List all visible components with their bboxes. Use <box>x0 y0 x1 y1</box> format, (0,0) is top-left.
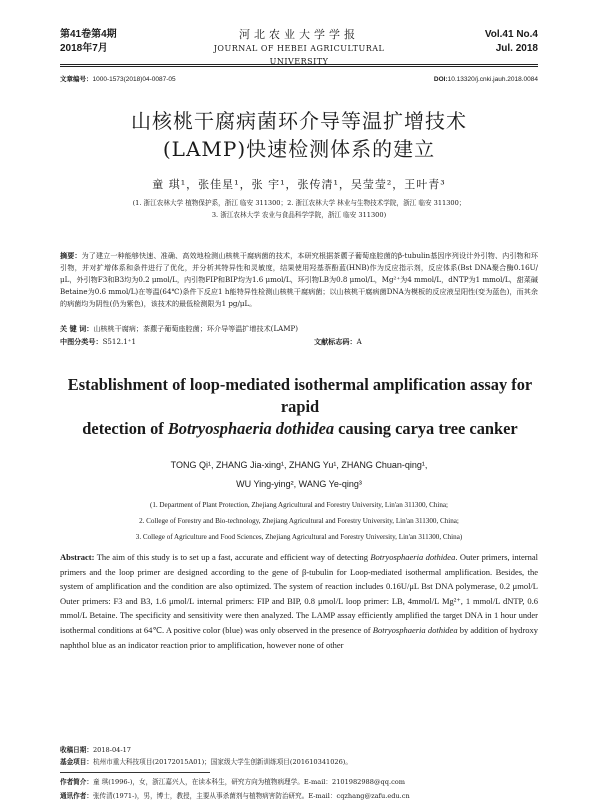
classification <box>60 336 538 348</box>
keywords-cn <box>60 323 538 335</box>
abstract-en-species-2: Botryosphaeria dothidea <box>372 624 458 635</box>
abstract-en-text-1: The aim of this study is to set up a fast, accurate and efficient way of detecting <box>94 552 371 562</box>
volume-cn: 第41卷第4期 <box>60 29 117 40</box>
title-en-line1: Establishment of loop-mediated isothermal amplification assay for rapid <box>67 375 533 416</box>
abstract-cn-text: 为了建立一种能够快速、准确、高效地检测山核桃干腐病菌的技术，本研究根据茶藨子葡萄座腔菌的β-tubulin基因序列设计外引物、内引物和环引物，并对扩增体系和条件进行了优化，并分析其特异性和灵敏度，结果使用羟基萘酚蓝(HNB)作为反应指示剂，反应体系(Bst DNA聚合酶0.16U/μL，外引物F3和B3均为0.2 μmol/L，内引物FIP和BIP均为1.6 μmol/L，环引物LB为0.8 μmol/L，Mg²⁺为4 mmol/L，dNTP为1 mmol/L，甜菜碱Betaine为0.6 mmol/L)在等温(64℃)条件下反应1 h能特异性检测山核桃干腐病菌；以山核桃干腐病菌DNA为模板的反应液呈阳性(变为蓝色)，而其余的病菌均为阴性(仍为紫色)，该技术的最低检测限为1 pg/μL。 <box>60 251 538 308</box>
article-no-label: 文章编号： <box>60 76 93 83</box>
date-cn: 2018年7月 <box>60 43 108 54</box>
footnote-received-label: 收稿日期： <box>60 746 93 754</box>
header-rule-bottom <box>60 66 538 67</box>
title-en-pre: detection of <box>82 419 168 438</box>
authors-en <box>60 456 538 494</box>
article-meta <box>60 74 538 86</box>
affiliation-cn-2: 3. 浙江农林大学 农业与食品科学学院，浙江 临安 311300) <box>211 211 387 219</box>
footnote-corresponding-text: 张传清(1971-)，男，博士，教授，主要从事杀菌剂与植物病害防治研究。E-mail：cqzhang@zafu.edu.cn <box>92 792 410 800</box>
footnote-corresponding <box>60 790 538 802</box>
footnote-author-label: 作者简介： <box>60 778 93 786</box>
abstract-cn-label: 摘要： <box>60 251 82 260</box>
footnote-funding-text: 杭州市重大科技项目(20172015A01)；国家级大学生创新训练项目(201610341026)。 <box>92 758 352 766</box>
title-en-line2 <box>55 418 545 440</box>
clc-label: 中图分类号： <box>60 337 103 346</box>
footnote-author <box>60 776 538 788</box>
header-center <box>210 28 388 68</box>
journal-name-en: JOURNAL OF HEBEI AGRICULTURAL UNIVERSITY <box>213 44 385 66</box>
volume-en: Vol.41 No.4 <box>484 29 538 40</box>
footnote-received <box>60 744 538 756</box>
doi-label: DOI: <box>433 76 448 83</box>
authors-en-line2: WU Ying-ying², WANG Ye-qing³ <box>236 479 362 489</box>
abstract-cn <box>60 250 538 310</box>
article-no: 1000-1573(2018)04-0087-05 <box>92 76 176 83</box>
affiliation-en-3: 3. College of Agriculture and Food Sciences, Zhejiang Agricultural and Forestry University, Lin'an 311300, China) <box>135 533 463 541</box>
footnote-rule <box>60 772 210 773</box>
date-en: Jul. 2018 <box>495 43 538 54</box>
title-en-species: Botryosphaeria dothidea <box>167 419 335 438</box>
title-cn-line1: 山核桃干腐病菌环介导等温扩增技术 <box>131 109 467 133</box>
footnote-author-text: 童 琪(1996-)，女，浙江嘉兴人，在读本科生，研究方向为植物病理学。E-mail：2101982988@qq.com <box>92 778 405 786</box>
abstract-en <box>60 550 538 652</box>
footnote-funding-label: 基金项目： <box>60 758 93 766</box>
affiliation-cn-1: (1. 浙江农林大学 植物保护系，浙江 临安 311300；2. 浙江农林大学 林业与生物技术学院，浙江 临安 311300； <box>132 199 466 207</box>
footnote-funding <box>60 756 538 768</box>
doc-code-value: A <box>356 337 362 346</box>
journal-name-cn: 河北农业大学学报 <box>239 28 359 41</box>
abstract-en-label: Abstract: <box>60 552 95 562</box>
header-left <box>60 28 117 56</box>
doi: 10.13320/j.cnki.jauh.2018.0084 <box>447 76 538 83</box>
header-right <box>485 28 538 56</box>
authors-cn: 童 琪¹，张佳星¹，张 宇¹，张传清¹，吴莹莹²，王叶青³ <box>152 178 446 191</box>
keywords-cn-text: 山核桃干腐病；茶藨子葡萄座腔菌；环介导等温扩增技术(LAMP) <box>93 324 299 333</box>
footnote-corresponding-label: 通讯作者： <box>60 792 93 800</box>
abstract-en-text-3: by addition of hydroxy naphthol blue as an indicator reaction prior to amplification, however none of other <box>60 624 538 650</box>
abstract-en-species-1: Botryosphaeria dothidea <box>370 552 456 562</box>
title-en <box>55 374 545 440</box>
header-rule-top <box>60 64 538 65</box>
affiliation-en-2: 2. College of Forestry and Bio-technology, Zhejiang Agricultural and Forestry University, Lin'an 311300, China; <box>139 517 459 525</box>
affiliation-en-1: (1. Department of Plant Protection, Zhejiang Agricultural and Forestry University, Lin'an 311300, China; <box>149 501 449 509</box>
title-en-post: causing carya tree canker <box>334 419 518 438</box>
keywords-cn-label: 关 键 词： <box>60 324 94 333</box>
running-header <box>60 28 538 66</box>
clc-value: S512.1⁺1 <box>102 337 136 346</box>
footnote-received-text: 2018-04-17 <box>92 746 131 754</box>
abstract-en-text-2: . Outer primers, internal primers and the loop primer are designed according to the gene of β-tubulin for Loop-mediated isothermal amplification. Besides, the system of amplification and the condition are also optimized. The system of reaction includes 0.16U/μL Bst DNA polymerase, 0.2 μmol/L Outer primers: F3 and B3, 1.6 μmol/L internal primers: FIP and BIP, 0.8 μmol/L loop primer: LB, 4mmol/L Mg²⁺, 1 mmol/L dNTP, 0.6 mmol/L Betaine. The specificity and sensitivity were then analyzed. The LAMP assay efficiently amplified the target DNA in 1 hour under isothermal conditions at 64℃. A positive color (blue) was only observed in the presence of <box>60 552 538 635</box>
doc-code-label: 文献标志码： <box>314 337 357 346</box>
title-cn-line2: (LAMP)快速检测体系的建立 <box>162 137 436 161</box>
authors-en-line1: TONG Qi¹, ZHANG Jia-xing¹, ZHANG Yu¹, ZHANG Chuan-qing¹, <box>170 460 428 470</box>
